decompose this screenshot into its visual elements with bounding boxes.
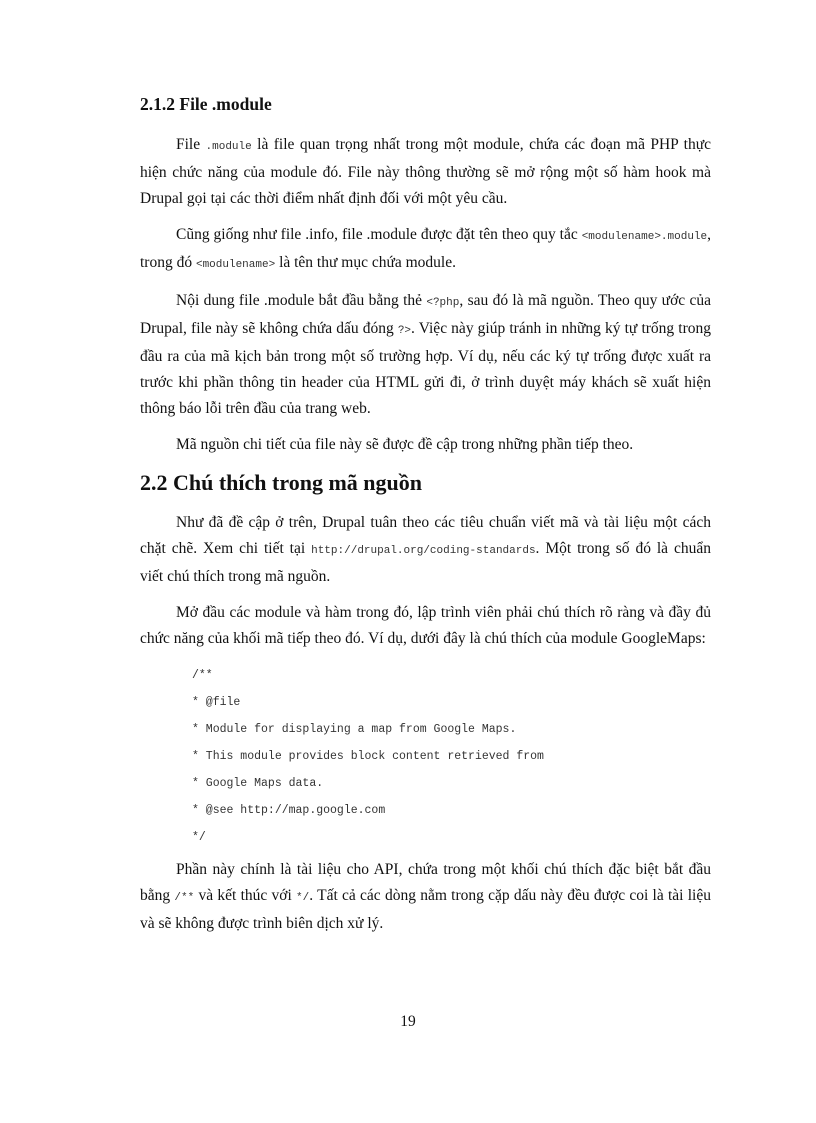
- text: , sau đó là mã nguồn. Theo quy ước của Drupal, file này sẽ không chứa dấu đóng: [140, 292, 711, 337]
- paragraph-api-doc: [140, 857, 711, 937]
- inline-code: <?php: [426, 297, 460, 309]
- text: Cũng giống như file .info, file .module được đặt tên theo quy tắc: [176, 226, 582, 243]
- code-line: * This module provides block content retrieved from: [192, 750, 544, 763]
- text: Phần này chính là tài liệu cho API, chứa trong một khối chú thích đặc biệt bắt đầu bằng: [140, 861, 711, 904]
- text: Như đã đề cập ở trên, Drupal tuân theo các tiêu chuẩn viết mã và tài liệu một cách chặt chẽ. Xem chi tiết tại: [140, 514, 711, 557]
- paragraph-naming-rule: [140, 222, 711, 278]
- code-line: */: [192, 831, 206, 844]
- text: , trong đó: [140, 226, 711, 271]
- code-line: * Module for displaying a map from Google Maps.: [192, 723, 517, 736]
- code-line: * @file: [192, 696, 241, 709]
- inline-code: /**: [174, 892, 195, 904]
- code-block: [192, 662, 711, 851]
- page-number: 19: [400, 1013, 416, 1030]
- text: . Tất cả các dòng nằm trong cặp dấu này đều được coi là tài liệu và sẽ không được trình biên dịch xử lý.: [140, 887, 711, 932]
- text: Nội dung file .module bắt đầu bằng thẻ: [176, 292, 427, 309]
- text: File: [176, 136, 206, 153]
- code-line: /**: [192, 669, 213, 682]
- inline-code: <modulename>: [195, 259, 276, 271]
- paragraph-module-comment: Mở đầu các module và hàm trong đó, lập trình viên phải chú thích rõ ràng và đầy đủ chức năng của khối mã tiếp theo đó. Ví dụ, dưới đây là chú thích của module GoogleMaps:: [140, 604, 711, 647]
- inline-code: ?>: [397, 325, 412, 337]
- text: là file quan trọng nhất trong một module, chứa các đoạn mã PHP thực hiện chức năng của module đó. File này thông thường sẽ mở rộng một số hàm hook mà Drupal gọi tại các thời điểm nhất định đối với một yêu cầu.: [140, 136, 711, 207]
- inline-code: <modulename>.module: [581, 231, 708, 243]
- inline-code-url: http://drupal.org/coding-standards: [311, 545, 536, 557]
- code-line: * @see http://map.google.com: [192, 804, 386, 817]
- subsection-heading: 2.1.2 File .module: [140, 94, 272, 114]
- paragraph-coding-standards: [140, 510, 711, 590]
- inline-code: .module: [205, 141, 252, 153]
- text: . Việc này giúp tránh in những ký tự trống trong đầu ra của mã kịch bản trong một số trường hợp. Ví dụ, nếu các ký tự trống được xuất ra trước khi phần thông tin header của HTML gửi đi, ở trình duyệt máy khách sẽ xuất hiện thông báo lỗi trên đầu của trang web.: [140, 320, 711, 417]
- section-heading: 2.2 Chú thích trong mã nguồn: [140, 470, 422, 495]
- inline-code: */: [296, 892, 310, 904]
- code-line: * Google Maps data.: [192, 777, 324, 790]
- paragraph-module-file: [140, 132, 711, 212]
- text: là tên thư mục chứa module.: [275, 254, 456, 271]
- page-body: [140, 92, 711, 947]
- text: . Một trong số đó là chuẩn viết chú thích trong mã nguồn.: [140, 540, 711, 585]
- paragraph-php-tag: [140, 288, 711, 422]
- paragraph-details-later: Mã nguồn chi tiết của file này sẽ được đề cập trong những phần tiếp theo.: [176, 436, 634, 453]
- text: và kết thúc với: [194, 887, 297, 904]
